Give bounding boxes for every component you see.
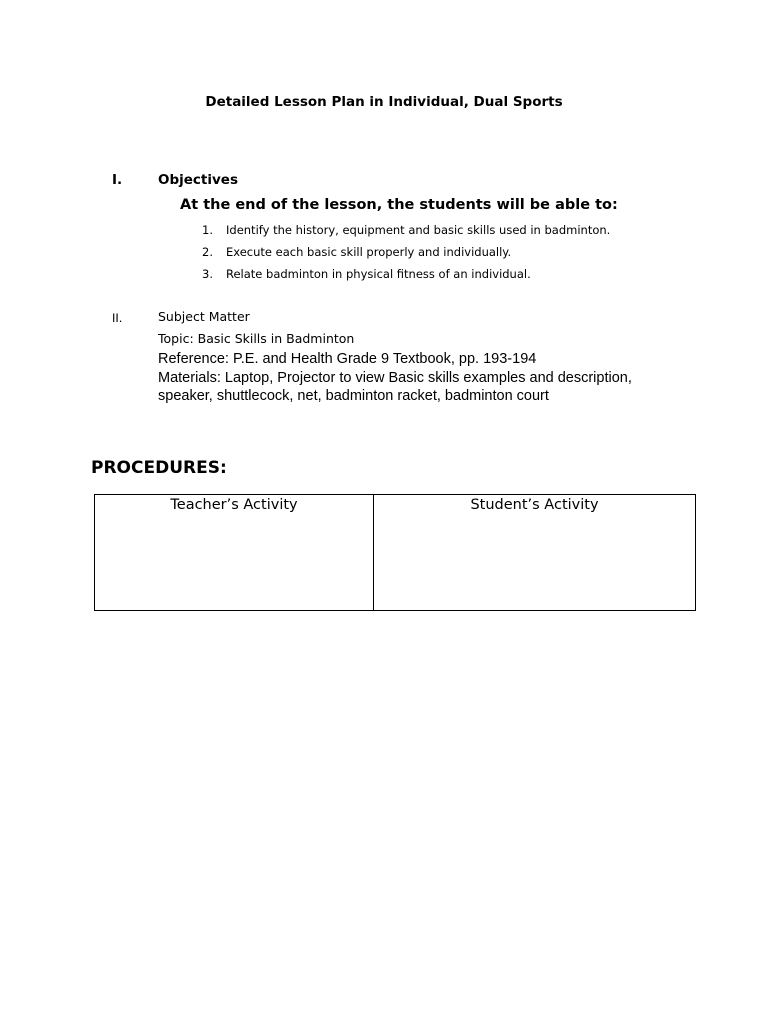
objectives-heading: Objectives (158, 172, 238, 188)
document-title: Detailed Lesson Plan in Individual, Dual Sports (205, 94, 563, 110)
objective-number: 2. (202, 245, 213, 259)
section-number-objectives: I. (112, 172, 123, 188)
section-number-subject-matter: II. (112, 311, 123, 325)
student-activity-column: Student’s Activity (374, 495, 696, 611)
table-row (95, 495, 696, 611)
topic-line: Topic: Basic Skills in Badminton (158, 331, 355, 346)
reference-line: Reference: P.E. and Health Grade 9 Textbook, pp. 193-194 (158, 351, 537, 367)
objectives-intro: At the end of the lesson, the students will be able to: (180, 197, 618, 213)
procedures-heading: PROCEDURES: (91, 458, 227, 478)
teacher-activity-column: Teacher’s Activity (95, 495, 374, 611)
objective-item (202, 222, 610, 244)
subject-matter-heading: Subject Matter (158, 309, 250, 324)
objective-number: 3. (202, 267, 213, 281)
materials-line-continued: speaker, shuttlecock, net, badminton racket, badminton court (158, 388, 549, 404)
objective-text: Identify the history, equipment and basic skills used in badminton. (226, 223, 611, 237)
objective-text: Execute each basic skill properly and individually. (226, 245, 512, 259)
materials-line: Materials: Laptop, Projector to view Basic skills examples and description, (158, 370, 632, 386)
objectives-list (202, 222, 610, 288)
procedures-table (94, 494, 696, 611)
objective-text: Relate badminton in physical fitness of an individual. (226, 267, 531, 281)
objective-number: 1. (202, 223, 213, 237)
objective-item (202, 266, 610, 288)
objective-item (202, 244, 610, 266)
